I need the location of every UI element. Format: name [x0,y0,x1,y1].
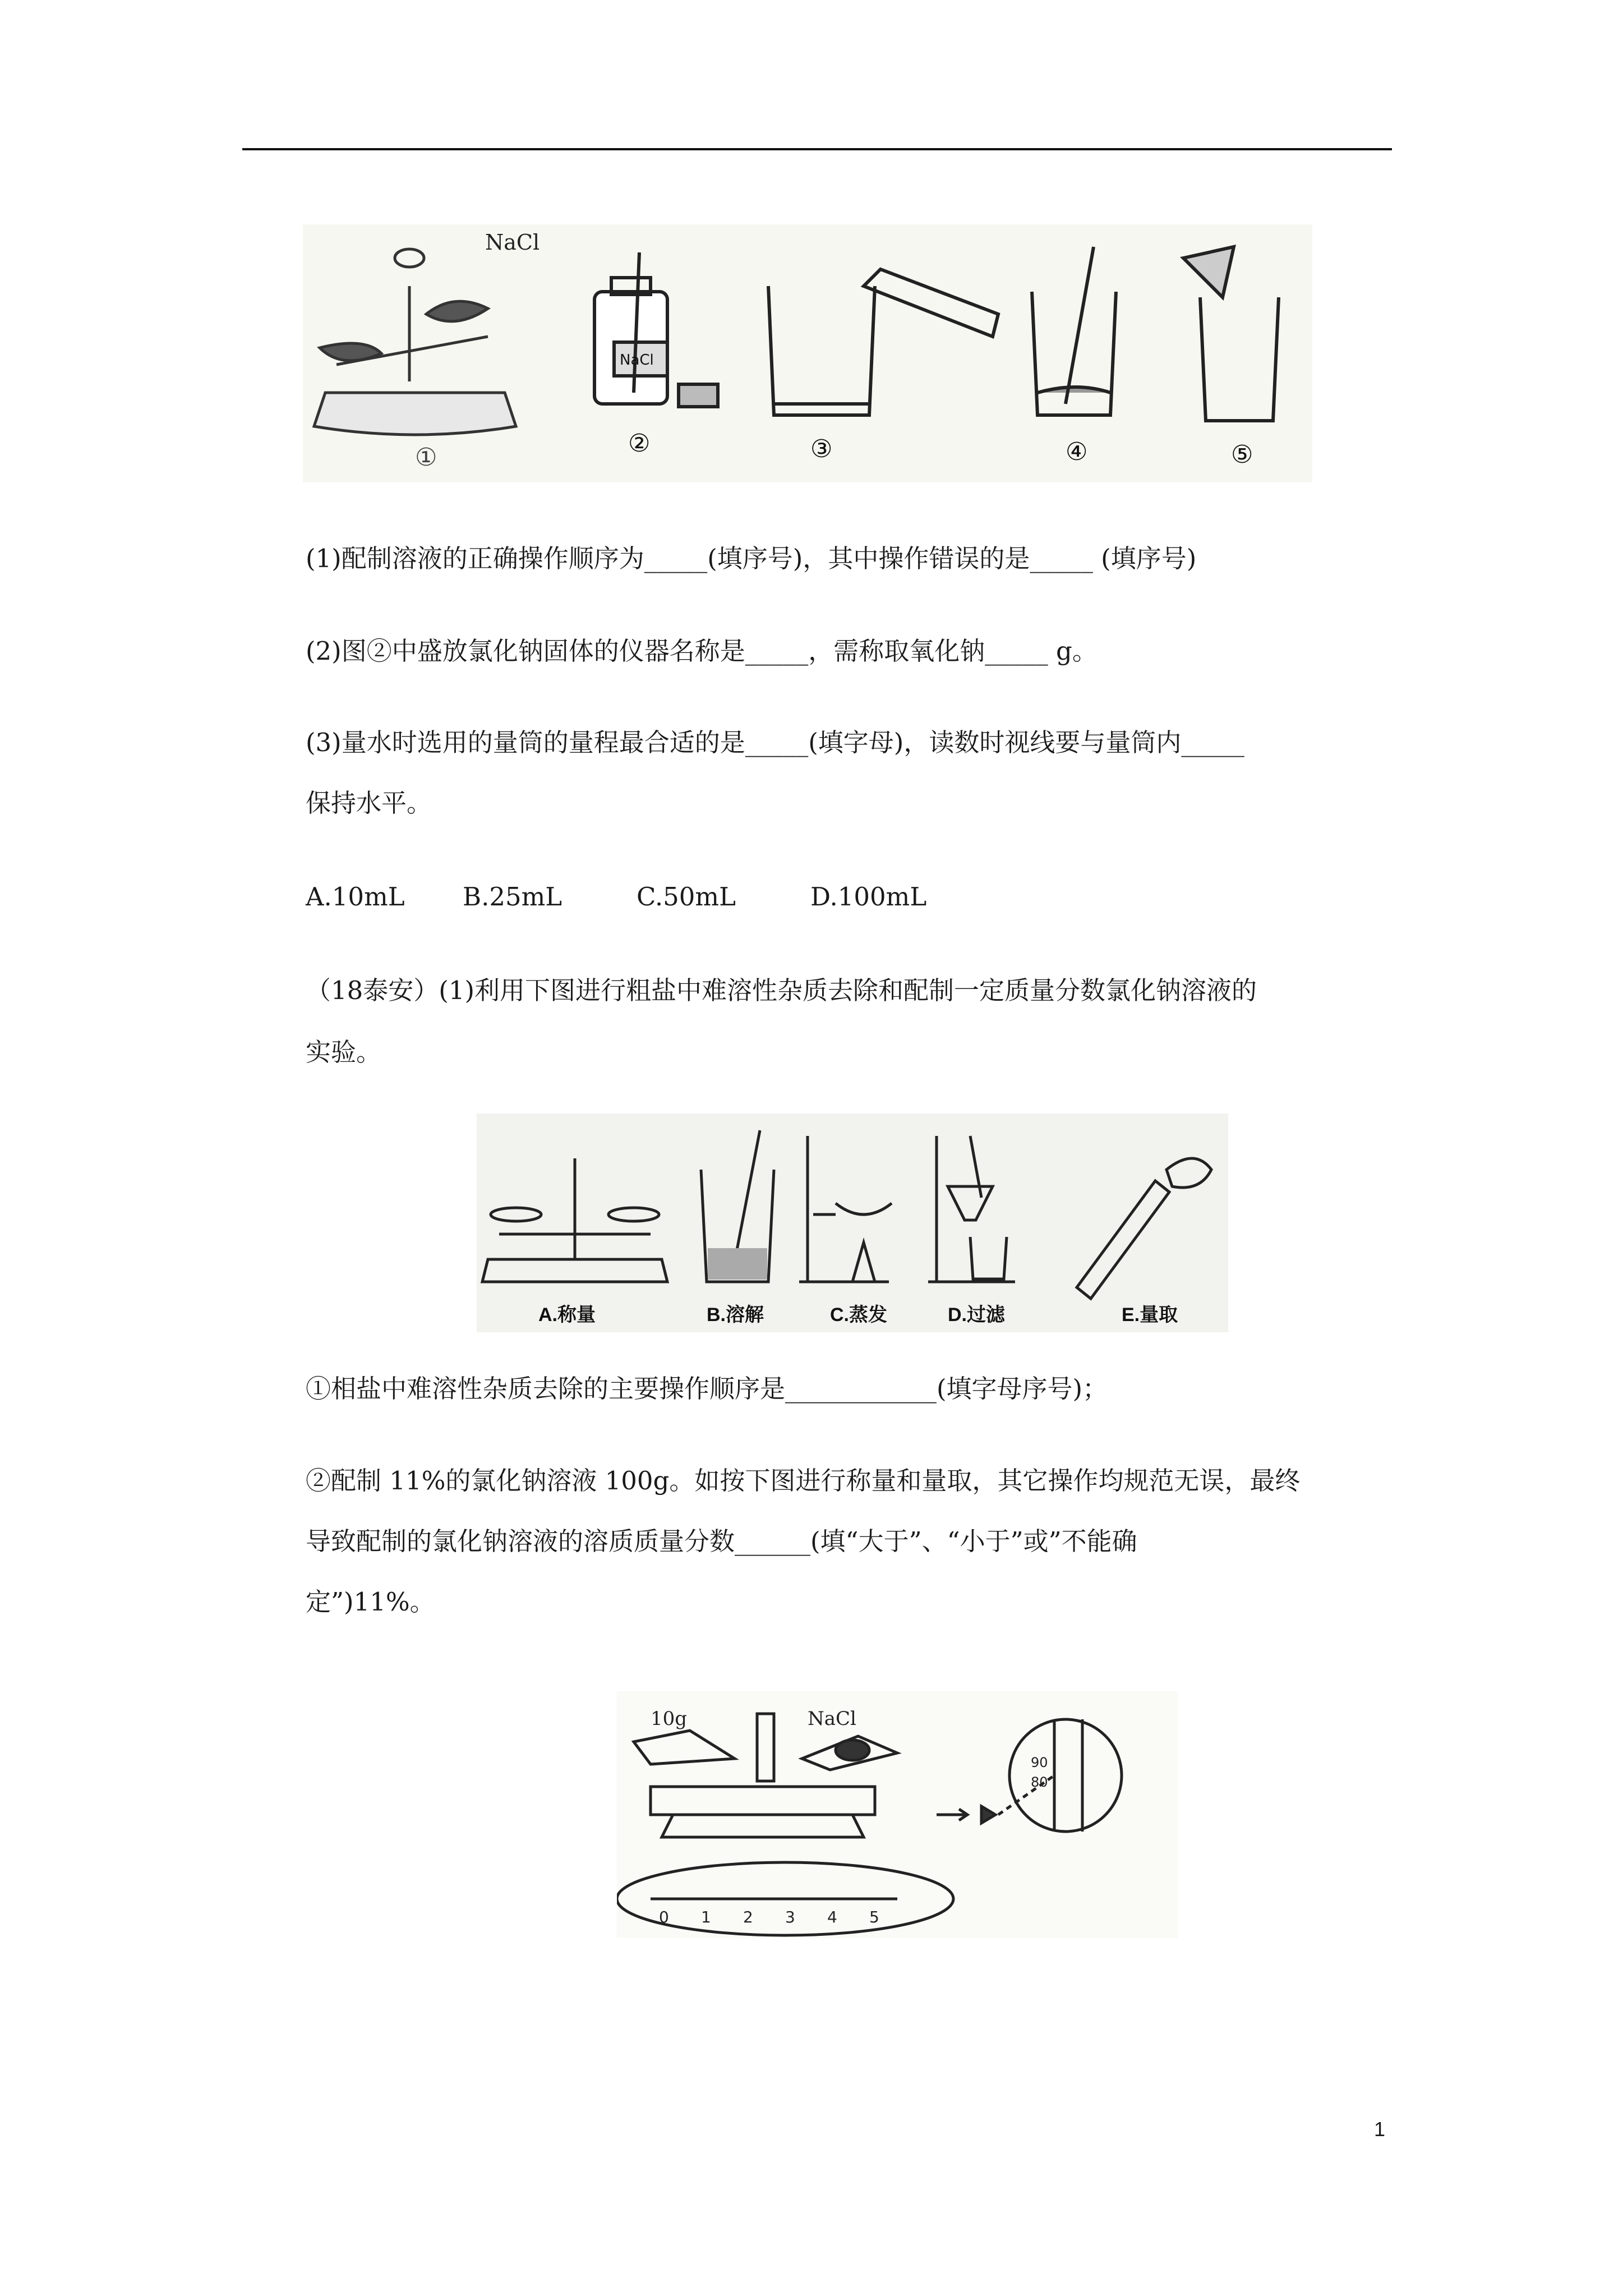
step-label-4: ④ [1066,438,1088,466]
option-d: D.100mL [810,882,927,912]
second-intro-line-1: （18泰安）(1)利用下图进行粗盐中难溶性杂质去除和配制一定质量分数氯化钠溶液的 [306,976,1257,1005]
step-label-1: ① [415,443,437,472]
sub-question-2-line-3: 定”)11%。 [306,1587,435,1617]
nacl-label-3: NaCl [808,1708,856,1730]
scale-tick-1: 1 [701,1908,711,1926]
bottle-label: NaCl [620,352,654,369]
header-rule [242,148,1392,150]
label-d: D.过滤 [948,1304,1005,1326]
label-a: A.称量 [538,1304,596,1326]
label-e: E.量取 [1122,1304,1178,1326]
label-c: C.蒸发 [830,1304,887,1326]
scale-tick-2: 2 [743,1908,753,1926]
page-number: 1 [1374,2118,1386,2141]
question-2: (2)图②中盛放氯化钠固体的仪器名称是_____，需称取氧化钠_____ g。 [306,636,1098,666]
second-intro-line-2: 实验。 [306,1037,382,1067]
question-3-line-2: 保持水平。 [306,788,432,818]
label-b: B.溶解 [707,1304,764,1326]
step-label-2: ② [628,429,651,458]
scale-tick-5: 5 [869,1908,879,1926]
question-3-options [306,867,1394,927]
scale-tick-4: 4 [827,1908,837,1926]
option-a: A.10mL [306,882,405,912]
figure-weighing-and-reading [617,1691,1178,1938]
figure-salt-purification-operations [477,1114,1228,1332]
cylinder-mark-80: 80 [1031,1774,1048,1790]
sub-question-2-line-2: 导致配制的氯化钠溶液的溶质质量分数______(填“大于”、“小于”或”不能确 [306,1526,1137,1556]
weight-label: 10g [651,1708,688,1730]
question-3-line-1: (3)量水时选用的量筒的量程最合适的是_____(填字母)，读数时视线要与量筒内_____ [306,728,1244,757]
step-label-3: ③ [810,435,833,463]
option-b: B.25mL [463,882,562,912]
cylinder-mark-90: 90 [1031,1755,1048,1770]
figure-solution-preparation-steps [303,224,1312,482]
scale-tick-0: 0 [659,1908,669,1926]
sub-question-2-line-1: ②配制 11%的氯化钠溶液 100g。如按下图进行称量和量取，其它操作均规范无误，最终 [306,1466,1301,1496]
option-c: C.50mL [637,882,736,912]
scale-tick-3: 3 [785,1908,795,1926]
step-label-5: ⑤ [1231,440,1253,469]
nacl-label-1: NaCl [485,230,540,255]
sub-question-1: ①相盐中难溶性杂质去除的主要操作顺序是____________(填字母序号)； [306,1374,1108,1404]
question-1: (1)配制溶液的正确操作顺序为_____(填序号)，其中操作错误的是_____ (填序号) [306,544,1197,573]
